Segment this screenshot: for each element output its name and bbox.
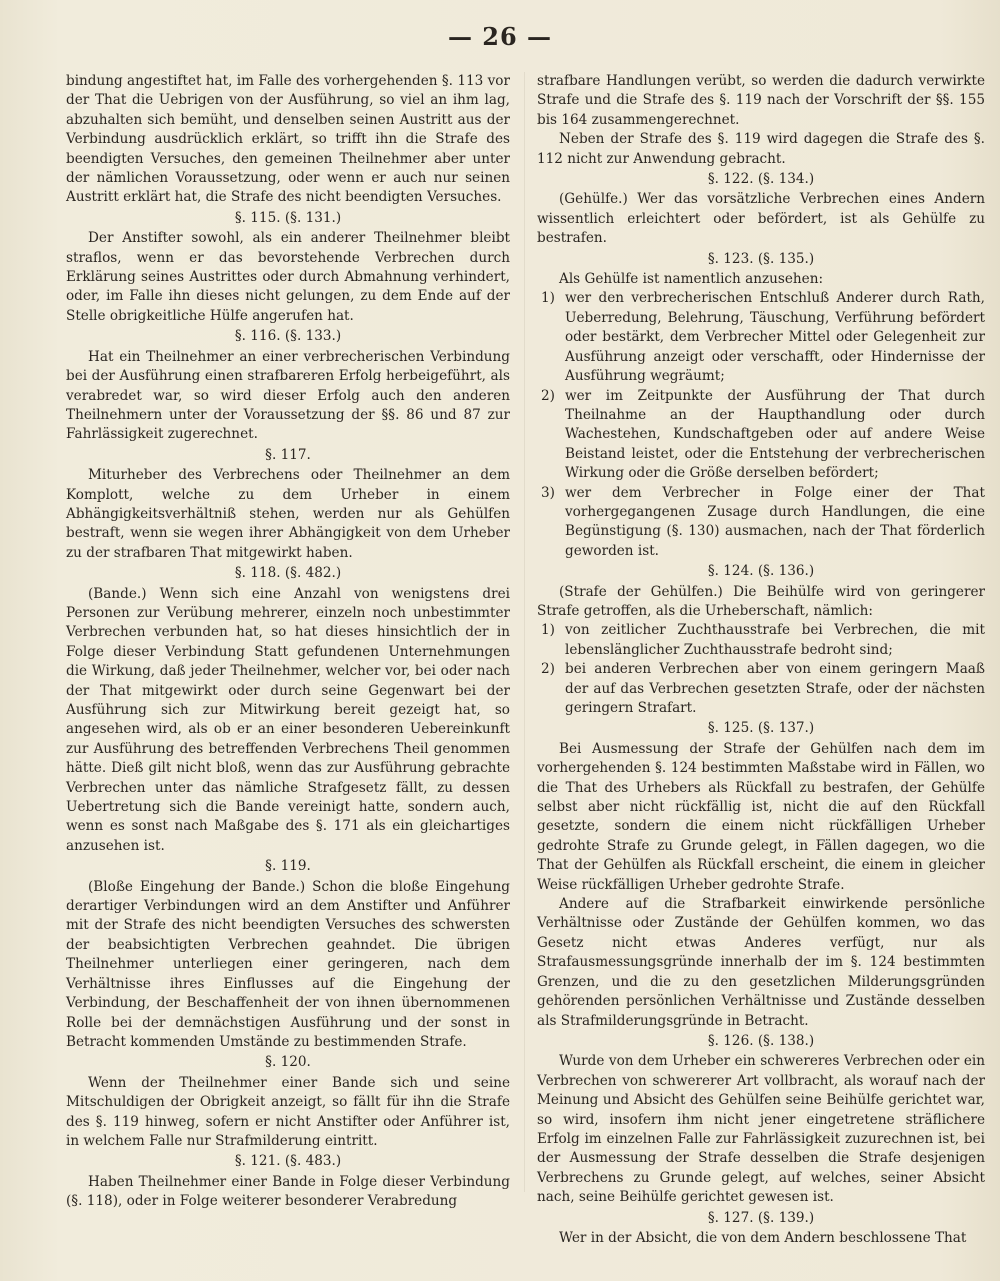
list-item — [537, 289, 985, 386]
section-heading-122: §. 122. (§. 134.) — [707, 171, 815, 188]
section-heading-120: §. 120. — [265, 1054, 311, 1071]
page-number: — 26 — — [447, 22, 553, 51]
paragraph-121: Haben Theilnehmer einer Bande in Folge dieser Verbindung (§. 118), oder in Folge weiterer besonderer Verabredung — [66, 1173, 510, 1210]
list-item-number: 2) — [541, 387, 555, 404]
list-item-text: von zeitlicher Zuchthausstrafe bei Verbrechen, die mit lebenslänglicher Zuchthausstrafe bedroht sind; — [565, 622, 985, 658]
list-item — [537, 387, 985, 484]
section-heading-123: §. 123. (§. 135.) — [707, 250, 815, 267]
paragraph-114-continued: bindung angestiftet hat, im Falle des vorhergehenden §. 113 vor der That die Uebrigen von der Ausführung, so viel an ihm lag, abzuhalten sich bemüht, und denselben seinen Austritt aus der Verbindung ausdrücklich erklärt, so trifft ihn die Strafe des beendigten Versuches, den gemeinen Theilnehmer aber unter der nämlichen Voraussetzung, oder wenn er auch nur seinen Austritt erklärt hat, die Strafe des nicht beendigten Versuches. — [66, 73, 510, 206]
paragraph-119: (Bloße Eingehung der Bande.) Schon die bloße Eingehung derartiger Verbindungen wird an dem Anstifter und Anführer mit der Strafe des nicht beendigten Versuches des schwersten der beabsichtigten Verbrechen geahndet. Die übrigen Theilnehmer unterliegen einer geringeren, nach dem Verhältnisse ihres Einflusses auf die Eingehung der Verbindung, der Beschaffenheit der von ihnen übernommenen Rolle bei der demnächstigen Ausführung und der sonst in Betracht kommenden Umstände zu bestimmenden Strafe. — [66, 878, 510, 1050]
paragraph-117: Miturheber des Verbrechens oder Theilnehmer an dem Komplott, welche zu dem Urheber in einem Abhängigkeitsverhältniß stehen, werden nur als Gehülfen bestraft, wenn sie wegen ihrer Abhängigkeit von dem Urheber zu der strafbaren That mitgewirkt haben. — [66, 467, 510, 561]
paragraph-122: (Gehülfe.) Wer das vorsätzliche Verbrechen eines Andern wissentlich erleichtert oder befördert, ist als Gehülfe zu bestrafen. — [537, 191, 985, 247]
paragraph-121-continued: strafbare Handlungen verübt, so werden die dadurch verwirkte Strafe und die Strafe des §. 119 nach der Vorschrift der §§. 155 bis 164 zusammengerechnet. — [537, 73, 985, 128]
section-heading-121: §. 121. (§. 483.) — [234, 1153, 342, 1170]
paragraph-123-intro: Als Gehülfe ist namentlich anzusehen: — [559, 271, 824, 288]
list-item-number: 2) — [541, 661, 555, 678]
paragraph-124-intro: (Strafe der Gehülfen.) Die Beihülfe wird von geringerer Strafe getroffen, als die Urheberschaft, nämlich: — [537, 583, 985, 619]
section-heading-125: §. 125. (§. 137.) — [707, 720, 815, 737]
section-heading-117: §. 117. — [265, 446, 311, 463]
list-item-text: bei anderen Verbrechen aber von einem geringern Maaß der auf das Verbrechen gesetzten Strafe, oder der nächsten geringern Strafart. — [565, 661, 985, 716]
list-124 — [537, 621, 985, 718]
paragraph-125-b: Andere auf die Strafbarkeit einwirkende persönliche Verhältnisse oder Zustände der Gehülfen kommen, wo das Gesetz nicht etwas Anderes verfügt, nur als Strafausmessungsgründe innerhalb der im §. 124 bestimmten Grenzen, und die zu den gesetzlichen Milderungsgründen gehörenden persönlichen Verhältnisse und Zustände desselben als Strafmilderungsgründe in Betracht. — [537, 896, 985, 1029]
column-gutter — [524, 72, 525, 1192]
list-item-text: wer im Zeitpunkte der Ausführung der That durch Theilnahme an der Haupthandlung oder durch Wachestehen, Kundschaftgeben oder auf andere Weise Beistand leistet, oder die Entstehung der verbrecherischen Wirkung oder die Größe derselben befördert; — [565, 387, 985, 482]
paragraph-126: Wurde von dem Urheber ein schwereres Verbrechen oder ein Verbrechen von schwererer Art vollbracht, als worauf nach der Meinung und Absicht des Gehülfen seine Beihülfe gerichtet war, so wird, insofern ihm nicht jener eingetretene sträflichere Erfolg im einzelnen Falle zur Fahrlässigkeit zuzurechnen ist, bei der Ausmessung der Strafe desselben die Strafe desjenigen Verbrechens zu Grunde gelegt, auf welches, seiner Absicht nach, seine Beihülfe gerichtet gewesen ist. — [537, 1053, 985, 1206]
list-item — [537, 621, 985, 660]
section-heading-127: §. 127. (§. 139.) — [707, 1209, 815, 1226]
list-item-text: wer den verbrecherischen Entschluß Anderer durch Rath, Ueberredung, Belehrung, Täuschung, Verführung befördert oder bestärkt, dem Verbrecher Mittel oder Gelegenheit zur Ausführung anzeigt oder verschafft, oder Hindernisse der Ausführung wegräumt; — [565, 290, 985, 385]
paragraph-127: Wer in der Absicht, die von dem Andern beschlossene That — [559, 1229, 967, 1246]
right-column — [537, 72, 985, 1248]
section-heading-119: §. 119. — [265, 858, 311, 875]
left-column — [66, 72, 510, 1212]
list-item — [537, 484, 985, 562]
paragraph-125: Bei Ausmessung der Strafe der Gehülfen nach dem im vorhergehenden §. 124 bestimmten Maßstabe wird in Fällen, wo die That des Urhebers als Rückfall zu bestrafen, der Gehülfe selbst aber nicht rückfällig ist, nicht die auf den Rückfall gesetzte, sondern die einem nicht rückfälligen Urheber gedrohte Strafe zu Grunde gelegt, in Fällen dagegen, wo die That der Gehülfen als Rückfall erscheint, die einem in gleicher Weise rückfälligen Urheber gedrohte Strafe. — [537, 740, 985, 893]
list-item — [537, 660, 985, 718]
list-123 — [537, 289, 985, 561]
section-heading-115: §. 115. (§. 131.) — [234, 209, 342, 226]
paragraph-116: Hat ein Theilnehmer an einer verbrecherischen Verbindung bei der Ausführung einen strafbareren Erfolg herbeigeführt, als verabredet war, so wird dieser Erfolg auch den anderen Theilnehmern unter der Voraussetzung der §§. 86 und 87 zur Fahrlässigkeit zugerechnet. — [66, 348, 510, 443]
section-heading-126: §. 126. (§. 138.) — [707, 1032, 815, 1049]
list-item-number: 1) — [541, 622, 555, 639]
paragraph-118: (Bande.) Wenn sich eine Anzahl von wenigstens drei Personen zur Verübung mehrerer, einzeln noch unbestimmter Verbrechen verbunden hat, so hat dieses hinsichtlich der in Folge dieser Verbindung Statt gefundenen Unternehmungen die Wirkung, daß jeder Theilnehmer, welcher vor, bei oder nach der That mitgewirkt oder durch seine Gegenwart bei der Ausführung sich zur Mitwirkung bereit gezeigt hat, so angesehen wird, als ob er an einer besonderen Uebereinkunft zur Ausführung des betreffenden Verbrechens Theil genommen hätte. Dieß gilt nicht bloß, wenn das zur Ausführung gebrachte Verbrechen unter das nämliche Strafgesetz fällt, zu dessen Uebertretung sich die Bande vereinigt hatte, sondern auch, wenn es sonst nach Maßgabe des §. 171 als ein gleichartiges anzusehen ist. — [66, 585, 510, 854]
section-heading-124: §. 124. (§. 136.) — [707, 563, 815, 580]
section-heading-116: §. 116. (§. 133.) — [234, 328, 342, 345]
paragraph-115: Der Anstifter sowohl, als ein anderer Theilnehmer bleibt straflos, wenn er das bevorstehende Verbrechen durch Erklärung seines Austrittes oder durch Abmahnung verhindert, oder, im Falle ihn dieses nicht gelungen, zu dem Ende auf der Stelle obrigkeitliche Hülfe angerufen hat. — [66, 230, 510, 324]
paragraph-120: Wenn der Theilnehmer einer Bande sich und seine Mitschuldigen der Obrigkeit anzeigt, so fällt für ihn die Strafe des §. 119 hinweg, sofern er nicht Anstifter oder Anführer ist, in welchem Falle nur Strafmilderung eintritt. — [66, 1074, 510, 1149]
section-heading-118: §. 118. (§. 482.) — [234, 565, 342, 582]
list-item-text: wer dem Verbrecher in Folge einer der That vorhergegangenen Zusage durch Handlungen, die eine Begünstigung (§. 130) ausmachen, nach der That förderlich geworden ist. — [565, 484, 985, 559]
list-item-number: 3) — [541, 484, 555, 501]
paragraph-121-b: Neben der Strafe des §. 119 wird dagegen die Strafe des §. 112 nicht zur Anwendung gebracht. — [537, 131, 985, 167]
list-item-number: 1) — [541, 290, 555, 307]
